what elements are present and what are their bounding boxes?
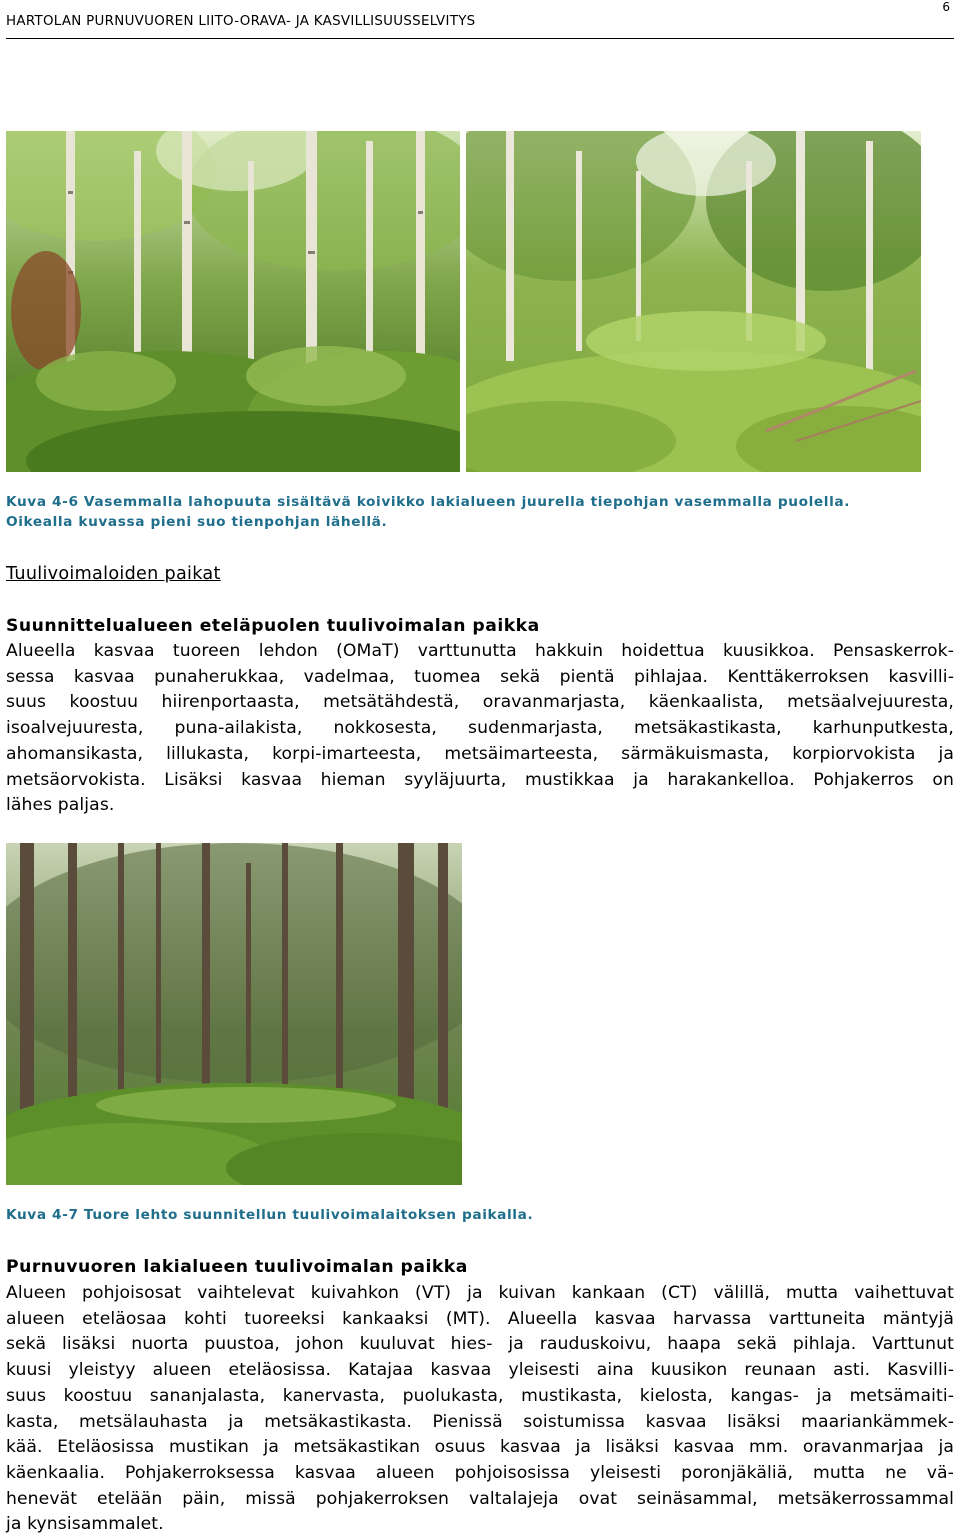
south-site-title: Suunnittelualueen eteläpuolen tuulivoimalan paikka — [6, 616, 540, 636]
text-line: kää. Eteläosissa mustikan ja metsäkastikan osuus kasvaa ja lisäksi kasvaa mm. oravanmarjaa ja — [6, 1437, 954, 1458]
page-number: 6 — [942, 0, 950, 14]
text-line: sekä lisäksi nuorta puustoa, johon kuuluvat hies- ja rauduskoivu, haapa sekä pihlaja. Varttunut — [6, 1334, 954, 1355]
text-line: ahomansikasta, lillukasta, korpi-imarteesta, metsäimarteesta, särmäkuismasta, korpiorvokista ja — [6, 743, 954, 764]
text-line: isoalvejuuresta, puna-ailakista, nokkosesta, sudenmarjasta, metsäkastikasta, karhunputkesta, — [6, 718, 954, 739]
text-line: sessa kasvaa punaherukkaa, vadelmaa, tuomea sekä pientä pihlajaa. Kenttäkerroksen kasvilli- — [6, 666, 954, 687]
text-line: käenkaalia. Pohjakerroksessa kasvaa alueen pohjoisosissa yleisesti poronjäkäliä, mutta ne vä- — [6, 1462, 954, 1483]
south-site-paragraph — [6, 639, 954, 819]
section-title: Tuulivoimaloiden paikat — [6, 564, 221, 584]
text-line: alueen eteläosaa kohti tuoreeksi kankaaksi (MT). Alueella kasvaa harvassa varttuneita mäntyjä — [6, 1308, 954, 1329]
text-line: lähes paljas. — [6, 795, 115, 816]
text-line: suus koostuu hiirenportaasta, metsätähdestä, oravanmarjasta, käenkaalista, metsäalvejuuresta, — [6, 692, 954, 713]
running-header: HARTOLAN PURNUVUOREN LIITO-ORAVA- JA KASVILLISUUSSELVITYS — [6, 14, 476, 29]
photo-small-bog — [466, 131, 921, 472]
text-line: henevät etelään päin, missä pohjakerroksen valtalajeja ovat seinäsammal, metsäkerrossammal — [6, 1488, 954, 1509]
text-line: kuusi yleistyy alueen eteläosissa. Katajaa kasvaa yleisesti aina kuusikon reunaan asti. Kasvilli- — [6, 1360, 954, 1381]
text-line: kasta, metsälauhasta ja metsäkastikasta. Pienissä soistumissa kasvaa lisäksi maariankämmek- — [6, 1411, 954, 1432]
photo-spruce-grove — [6, 843, 462, 1185]
summit-site-paragraph — [6, 1281, 954, 1538]
text-line: Alueella kasvaa tuoreen lehdon (OMaT) varttunutta hakkuin hoidettua kuusikkoa. Pensaskerrok- — [6, 641, 954, 661]
header-rule — [6, 38, 954, 39]
text-line: suus koostuu sananjalasta, kanervasta, puolukasta, mustikasta, kielosta, kangas- ja metsämaiti- — [6, 1385, 954, 1406]
text-line: ja kynsisammalet. — [6, 1514, 164, 1535]
photo-birch-forest-ferns — [6, 131, 460, 472]
figure-4-6-caption — [6, 492, 952, 532]
text-line: Alueen pohjoisosat vaihtelevat kuivahkon (VT) ja kuivan kankaan (CT) välillä, mutta vaihettuvat — [6, 1283, 954, 1303]
caption-line: Oikealla kuvassa pieni suo tienpohjan lähellä. — [6, 514, 388, 530]
summit-site-title: Purnuvuoren lakialueen tuulivoimalan paikka — [6, 1257, 468, 1277]
text-line: metsäorvokista. Lisäksi kasvaa hieman syyläjuurta, mustikkaa ja harakankelloa. Pohjakerros on — [6, 769, 954, 790]
figure-4-7-caption: Kuva 4-7 Tuore lehto suunnitellun tuulivoimalaitoksen paikalla. — [6, 1207, 534, 1223]
caption-line: Kuva 4-6 Vasemmalla lahopuuta sisältävä koivikko lakialueen juurella tiepohjan vasemmalla puolella. — [6, 494, 851, 510]
